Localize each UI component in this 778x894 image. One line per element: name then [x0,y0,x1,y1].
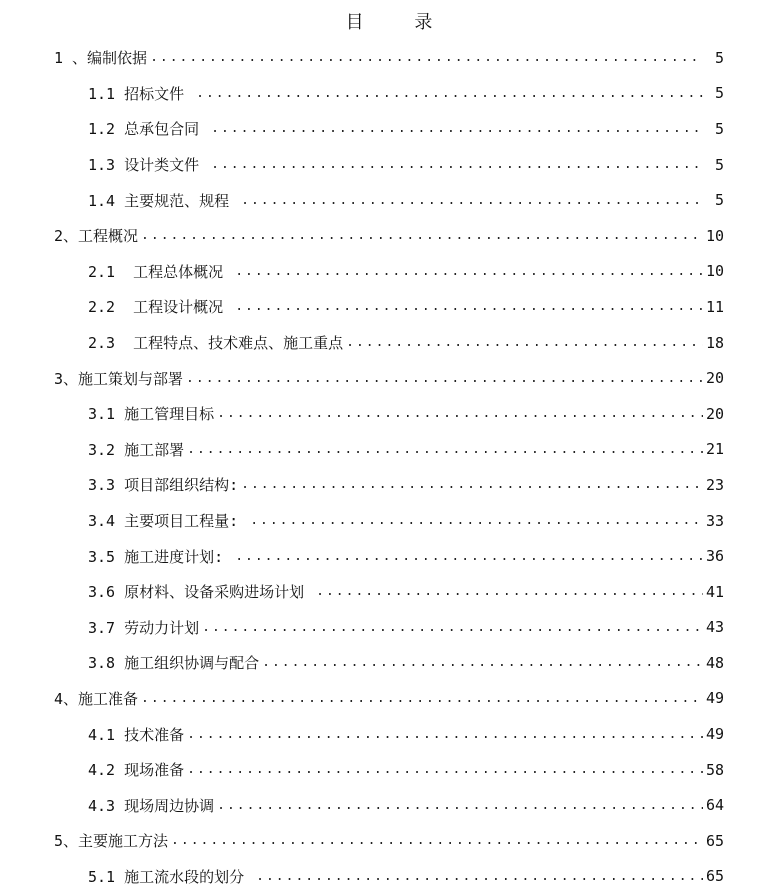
toc-entry-label: 3.7 劳动力计划 [88,618,200,637]
dot-leader [196,86,703,101]
toc-entry-label: 2、工程概况 [54,227,139,246]
toc-entry-label: 1 、编制依据 [54,49,148,68]
dot-leader [187,762,703,777]
toc-page-number: 21 [705,440,724,459]
toc-page-number: 10 [705,226,724,245]
toc-page-number: 5 [714,48,724,67]
toc-page-number: 18 [705,333,724,352]
toc-subsection-entry[interactable] [0,325,778,361]
toc-page-number: 11 [705,297,724,316]
toc-entry-label: 3.5 施工进度计划: [88,547,233,566]
toc-page-number: 65 [705,831,724,850]
dot-leader [235,299,703,314]
toc-entry-label: 5、主要施工方法 [54,832,169,851]
toc-page-number: 5 [714,191,724,210]
toc-entry-label: 3、施工策划与部署 [54,369,184,388]
toc-page-number: 20 [705,404,724,423]
dot-leader [250,513,703,528]
toc-entry-label: 2.1 工程总体概况 [88,262,233,281]
toc-page-number: 64 [705,796,724,815]
toc-entry-label: 3.6 原材料、设备采购进场计划 [88,583,314,602]
dot-leader [202,620,703,635]
toc-page-number: 5 [714,155,724,174]
dot-leader [187,442,703,457]
dot-leader [256,869,703,884]
toc-entry-label: 1.3 设计类文件 [88,156,209,175]
toc-page-number: 58 [705,760,724,779]
toc-entry-label: 4.3 现场周边协调 [88,796,215,815]
dot-leader [186,371,703,386]
toc-page-number: 49 [705,689,724,708]
toc-subsection-entry[interactable] [0,254,778,290]
dot-leader [150,50,703,65]
dot-leader [217,406,703,421]
toc-subsection-entry[interactable] [0,645,778,681]
toc-subsection-entry[interactable] [0,538,778,574]
dot-leader [211,121,703,136]
toc-page-number: 48 [705,653,724,672]
toc-subsection-entry[interactable] [0,111,778,147]
dot-leader [241,477,703,492]
toc-section-entry[interactable] [0,40,778,76]
dot-leader [211,157,703,172]
toc-page-number: 10 [705,262,724,281]
toc-entry-label: 1.4 主要规范、规程 [88,191,239,210]
toc-entry-label: 3.1 施工管理目标 [88,405,215,424]
toc-page-number: 43 [705,618,724,637]
toc-entry-label: 1.1 招标文件 [88,84,194,103]
toc-subsection-entry[interactable] [0,716,778,752]
toc-subsection-entry[interactable] [0,289,778,325]
toc-entry-label: 2.2 工程设计概况 [88,298,233,317]
toc-page-number: 65 [705,867,724,886]
toc-entry-label: 4、施工准备 [54,689,139,708]
toc-subsection-entry[interactable] [0,432,778,468]
toc-section-entry[interactable] [0,218,778,254]
toc-page-number: 36 [705,547,724,566]
toc-subsection-entry[interactable] [0,752,778,788]
toc-entry-label: 4.1 技术准备 [88,725,185,744]
toc-entry-label: 1.2 总承包合同 [88,120,209,139]
toc-page-number: 33 [705,511,724,530]
toc-subsection-entry[interactable] [0,467,778,503]
toc-entry-label: 2.3 工程特点、技术难点、施工重点 [88,334,344,353]
dot-leader [141,691,703,706]
toc-subsection-entry[interactable] [0,182,778,218]
toc-subsection-entry[interactable] [0,503,778,539]
dot-leader [235,549,703,564]
toc-section-entry[interactable] [0,360,778,396]
toc-subsection-entry[interactable] [0,147,778,183]
toc-subsection-entry[interactable] [0,787,778,823]
dot-leader [141,228,703,243]
toc-entry-label: 5.1 施工流水段的划分 [88,867,254,886]
toc-page-number: 49 [705,725,724,744]
dot-leader [346,335,703,350]
toc-page-number: 41 [705,582,724,601]
toc-subsection-entry[interactable] [0,574,778,610]
toc-entry-label: 3.8 施工组织协调与配合 [88,654,260,673]
toc-subsection-entry[interactable] [0,610,778,646]
toc-page-number: 5 [714,84,724,103]
toc-entry-label: 3.4 主要项目工程量: [88,512,248,531]
toc-entry-label: 4.2 现场准备 [88,761,185,780]
dot-leader [316,584,703,599]
dot-leader [171,833,703,848]
toc-page-number: 5 [714,119,724,138]
toc-entry-label: 3.3 项目部组织结构: [88,476,239,495]
dot-leader [187,727,703,742]
toc-subsection-entry[interactable] [0,396,778,432]
dot-leader [262,655,703,670]
dot-leader [217,798,703,813]
toc-entry-label: 3.2 施工部署 [88,440,185,459]
dot-leader [235,264,703,279]
toc-subsection-entry[interactable] [0,76,778,112]
toc-section-entry[interactable] [0,823,778,859]
toc-section-entry[interactable] [0,681,778,717]
toc-page-number: 23 [705,475,724,494]
table-of-contents [0,40,778,894]
page-title: 目 录 [345,12,453,33]
toc-page-number: 20 [705,369,724,388]
dot-leader [241,193,703,208]
